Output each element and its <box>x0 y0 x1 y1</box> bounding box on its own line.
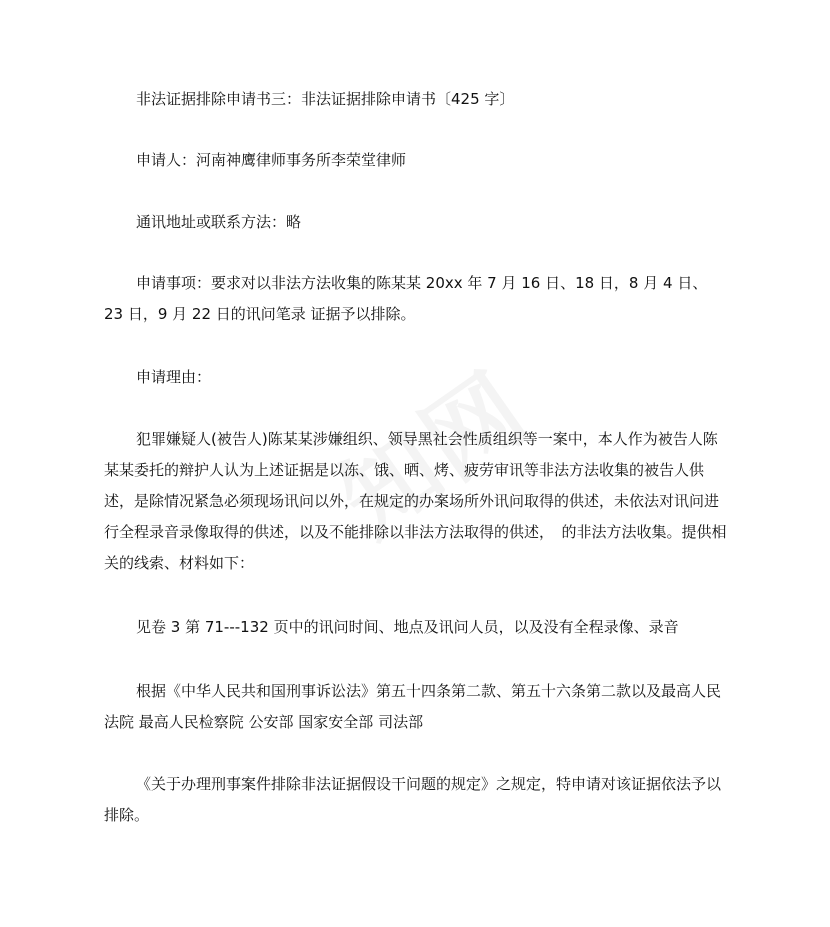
request-line-1: 申请事项：要求对以非法方法收集的陈某某 20xx 年 7 月 16 日、18 日，8 月 4 日、 <box>136 274 708 292</box>
request-line-2: 23 日，9 月 22 日的讯问笔录 证据予以排除。 <box>104 305 416 323</box>
conclusion: 《关于办理刑事案件排除非法证据假设干问题的规定》之规定，特申请对该证据依法予以排除。 <box>104 775 722 824</box>
applicant-line: 申请人：河南神鹰律师事务所李荣堂律师 <box>136 151 407 169</box>
legal-basis: 根据《中华人民共和国刑事诉讼法》第五十四条第二款、第五十六条第二款以及最高人民法院 最高人民检察院 公安部 国家安全部 司法部 <box>104 682 722 731</box>
reason-heading: 申请理由： <box>136 368 212 386</box>
evidence-line: 见卷 3 第 71---132 页中的讯问时间、地点及讯问人员，以及没有全程录像、录音 <box>136 618 679 636</box>
request-block <box>104 268 736 330</box>
reason-body: 犯罪嫌疑人(被告人)陈某某涉嫌组织、领导黑社会性质组织等一案中，本人作为被告人陈某某委托的辩护人认为上述证据是以冻、饿、晒、烤、疲劳审讯等非法方法收集的被告人供述，是除情况紧急必须现场讯问以外，在规定的办案场所外讯问取得的供述，未依法对讯问进行全程录音录像取得的供述，以及不能排除以非法方法取得的供述， 的非法方法收集。提供相关的线索、材料如下： <box>104 430 727 572</box>
contact-line: 通讯地址或联系方法：略 <box>136 213 302 231</box>
document-title-line: 非法证据排除申请书三：非法证据排除申请书〔425 字〕 <box>136 90 515 108</box>
